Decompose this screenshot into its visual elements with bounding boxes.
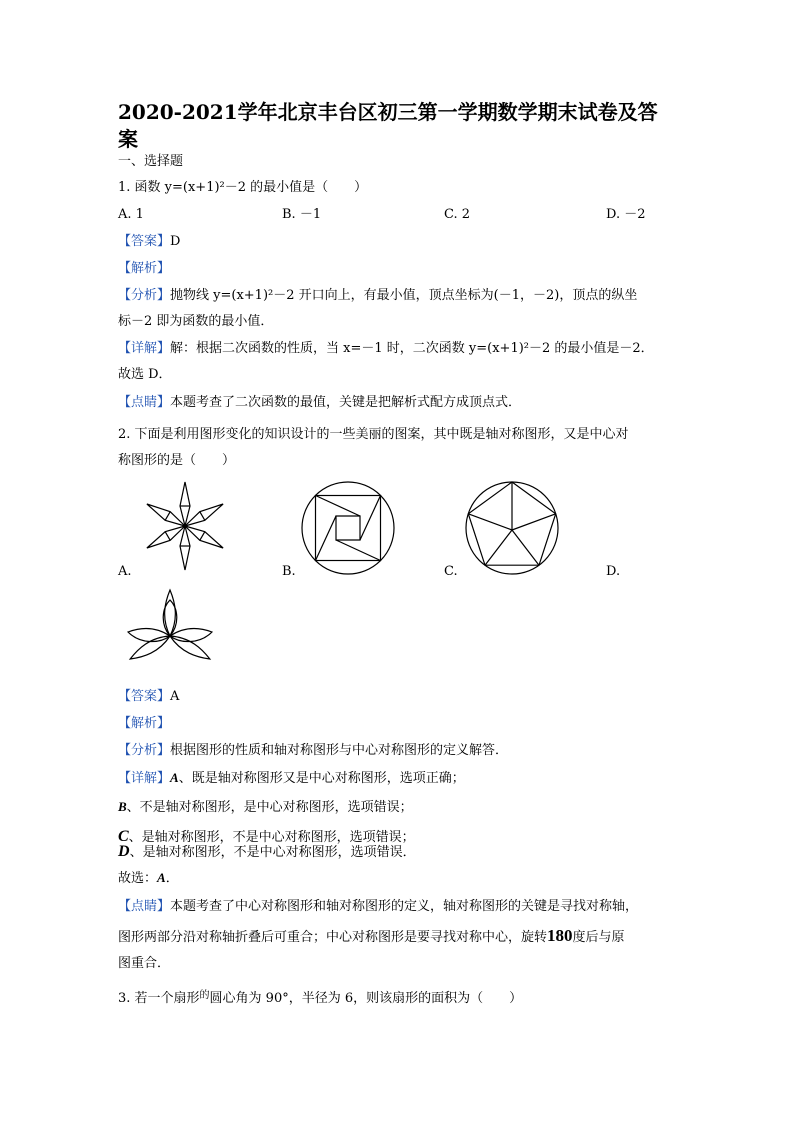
q3-stem-pre: 3. 若一个扇形: [118, 991, 200, 1006]
figure-c-circle-pentagon: [462, 478, 562, 578]
q1-xiangjie-text: 解：根据二次函数的性质，当 x=－1 时，二次函数 y=(x+1)²－2 的最小值是－2．: [170, 341, 654, 356]
q2-line-b: 、不是轴对称图形，是中心对称图形，选项错误；: [126, 800, 413, 815]
q2-choose-line: [118, 869, 179, 888]
q1-answer-line: [118, 233, 180, 251]
q2-dianjing-line1: [118, 898, 638, 916]
q1-dianjing-line: [118, 394, 521, 412]
figure-label-a: A.: [118, 564, 132, 579]
xiangjie-tag: 【详解】: [118, 771, 171, 786]
q1-option-c: C. 2: [444, 207, 471, 222]
q1-fenxi-line2: 标－2 即为函数的最小值．: [118, 314, 274, 329]
answer-tag: 【答案】: [118, 689, 171, 704]
dianjing-tag: 【点睛】: [118, 899, 171, 914]
fenxi-tag: 【分析】: [118, 743, 171, 758]
q2-answer: A: [170, 689, 180, 704]
q1-option-b: B. －1: [282, 207, 322, 222]
letter-a: A: [170, 770, 179, 785]
figure-label-d: D.: [606, 564, 621, 579]
q2-dianjing-line3: 图重合．: [118, 956, 171, 971]
letter-c: C: [118, 828, 129, 845]
q2-fenxi-line: [118, 742, 508, 760]
q2-choose-prefix: 故选：: [118, 871, 158, 886]
q1-fenxi-line1: [118, 287, 637, 305]
document-title-line1: 2020-2021学年北京丰台区初三第一学期数学期末试卷及答: [118, 100, 658, 124]
figure-d-three-petal-flower: [120, 586, 220, 678]
q1-option-a: A. 1: [118, 207, 144, 222]
figure-a-six-point-star: [140, 476, 230, 576]
q2-answer-line: [118, 688, 179, 706]
fenxi-tag: 【分析】: [118, 288, 171, 303]
figure-label-c: C.: [444, 564, 458, 579]
q2-dianjing-text2b: 度后与原: [572, 930, 625, 945]
answer-tag: 【答案】: [118, 234, 171, 249]
q1-option-d: D. －2: [606, 207, 646, 222]
analysis-tag: 【解析】: [118, 261, 171, 276]
q1-dianjing-text: 本题考查了二次函数的最值，关键是把解析式配方成顶点式．: [170, 395, 522, 410]
document-title-line2: 案: [118, 127, 138, 151]
q3-stem: [118, 987, 522, 1008]
q2-line-a: 、既是轴对称图形又是中心对称图形，选项正确；: [178, 771, 465, 786]
q1-analysis-line: [118, 260, 170, 278]
q2-choose-suffix: ．: [165, 871, 179, 886]
q1-answer: D: [170, 234, 181, 249]
q2-dianjing-text1: 本题考查了中心对称图形和轴对称图形的定义，轴对称图形的关键是寻找对称轴，: [170, 899, 639, 914]
figure-b-circle-square-pinwheel: [298, 478, 398, 578]
q2-analysis-line: [118, 715, 170, 733]
q2-dianjing-text2: 图形两部分沿对称轴折叠后可重合；中心对称图形是要寻找对称中心，旋转: [118, 930, 548, 945]
q2-dianjing-degree: 180: [547, 926, 573, 945]
q3-stem-post: 圆心角为 90°，半径为 6，则该扇形的面积为（ ）: [209, 991, 523, 1006]
xiangjie-tag: 【详解】: [118, 341, 171, 356]
q2-stem-line1: 2. 下面是利用图形变化的知识设计的一些美丽的图案，其中既是轴对称图形，又是中心对: [118, 427, 629, 442]
letter-b: B: [118, 799, 127, 814]
dianjing-tag: 【点睛】: [118, 395, 171, 410]
q2-stem-line2: 称图形的是（ ）: [118, 453, 236, 468]
figure-label-b: B.: [282, 564, 296, 579]
q2-dianjing-line2: [118, 927, 625, 947]
q2-line-b-row: [118, 798, 413, 817]
q2-fenxi-text: 根据图形的性质和轴对称图形与中心对称图形的定义解答．: [170, 743, 509, 758]
analysis-tag: 【解析】: [118, 716, 171, 731]
q1-choose-line: 故选 D．: [118, 367, 172, 382]
q2-line-d-row: [118, 843, 416, 862]
section-heading: 一、选择题: [118, 154, 184, 169]
q3-stem-small: 的: [199, 990, 210, 1001]
q2-line-d: 、是轴对称图形，不是中心对称图形，选项错误．: [129, 845, 416, 860]
letter-d: D: [118, 843, 130, 860]
q2-line-c: 、是轴对称图形，不是中心对称图形，选项错误；: [128, 830, 415, 845]
q1-fenxi-text1: 抛物线 y=(x+1)²－2 开口向上，有最小值，顶点坐标为(－1，－2)，顶点的纵坐: [170, 288, 638, 303]
q2-choose-letter: A: [157, 870, 166, 885]
q1-stem: 1. 函数 y=(x+1)²－2 的最小值是（ ）: [118, 180, 368, 195]
q2-xiangjie-line-a: [118, 769, 465, 788]
q1-xiangjie-line: [118, 340, 654, 358]
